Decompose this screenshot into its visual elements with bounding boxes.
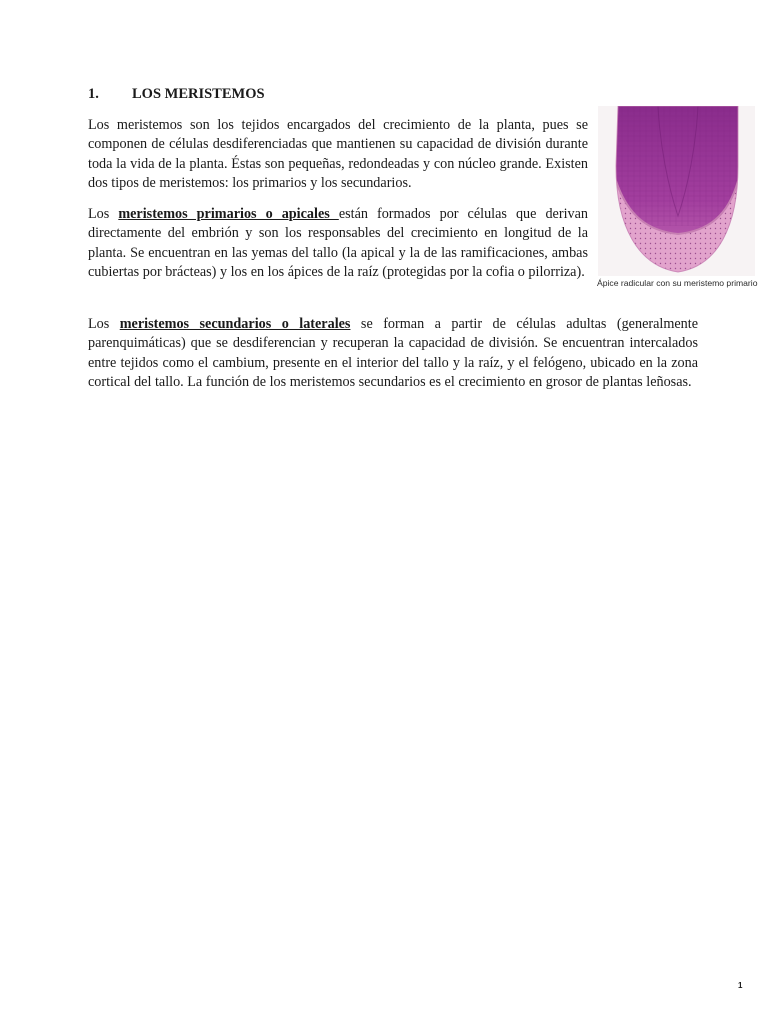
- paragraph-lead: Los: [88, 206, 119, 222]
- paragraph-intro: Los meristemos son los tejidos encargados del crecimiento de la planta, pues se componen de células desdiferenciadas que mantienen su capacidad de división durante toda la vida de la planta. Éstas son pequeñas, redondeadas y con núcleo grande. Existen dos tipos de meristemos: los primarios y los secundarios.: [88, 117, 588, 192]
- figure-caption: Ápice radicular con su meristemo primario: [597, 278, 758, 288]
- term-primary-meristems: meristemos primarios o apicales: [118, 206, 339, 222]
- paragraph-secondary-meristems: [88, 315, 698, 393]
- paragraph-body: están formados por células que derivan directamente del embrión y son los responsables del crecimiento en longitud de la planta. Se encuentran en las yemas del tallo (la apical y la de las ramificaciones, ambas cubiertas por brácteas) y los en los ápices de la raíz (protegidas por la cofia o pilorriza).: [88, 206, 588, 281]
- section-heading: [88, 86, 265, 103]
- section-number: 1.: [88, 86, 99, 102]
- page-number: 1: [738, 981, 743, 990]
- root-apex-micrograph: [598, 106, 758, 276]
- root-apex-image: [598, 106, 755, 276]
- section-title: LOS MERISTEMOS: [132, 86, 265, 102]
- term-secondary-meristems: meristemos secundarios o laterales: [119, 316, 351, 332]
- paragraph-primary-meristems: [88, 205, 588, 283]
- paragraph-body: se forman a partir de células adultas (generalmente parenquimáticas) que se desdiferencian y recuperan la capacidad de división. Se encuentran intercalados entre tejidos como el cambium, presente en el interior del tallo y la raíz, y el felógeno, ubicado en la zona cortical del tallo. La función de los meristemos secundarios es el crecimiento en grosor de plantas leñosas.: [88, 316, 698, 391]
- paragraph-lead: Los: [88, 316, 120, 332]
